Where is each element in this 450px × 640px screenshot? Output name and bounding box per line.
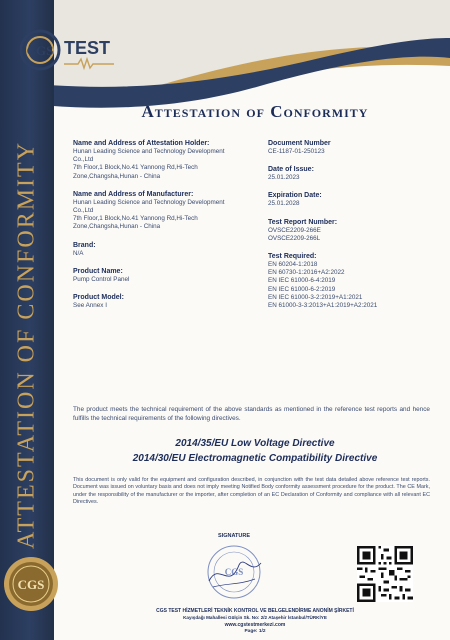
holder-line: 7th Floor,1 Block,No.41 Yannong Rd,Hi-Tech	[73, 164, 198, 172]
brand-value: N/A	[73, 249, 84, 257]
qr-code	[357, 546, 413, 602]
manufacturer-line: Zone,Changsha,Hunan - China	[73, 223, 161, 231]
footer-page-number: Page: 1/2	[244, 629, 266, 634]
conformity-statement: The product meets the technical requirement of the above standards as mentioned in the reference test reports and hence fulfills the technical requirements of the following directives.	[73, 406, 430, 422]
left-column	[73, 139, 258, 310]
test-standard: EN IEC 61000-6-2:2019	[268, 285, 336, 293]
test-report-label: Test Report Number:	[268, 218, 338, 226]
test-standard: EN 60204-1:2018	[268, 261, 318, 269]
test-required-label: Test Required:	[268, 253, 317, 261]
expiration-date-label: Expiration Date:	[268, 192, 322, 200]
document-number-label: Document Number	[268, 140, 331, 147]
logo-word: TEST	[64, 38, 111, 58]
manufacturer-label: Name and Address of Manufacturer:	[73, 190, 194, 198]
cgs-seal-badge	[3, 556, 59, 612]
test-report-number: OVSCE2209-266E	[268, 226, 321, 234]
signature-stamp	[199, 541, 269, 603]
manufacturer-line: 7th Floor,1 Block,No.41 Yannong Rd,Hi-Tech	[73, 215, 198, 223]
left-sidebar	[0, 0, 54, 640]
holder-line: Co.,Ltd	[73, 156, 94, 164]
logo-letters: CGS	[26, 43, 54, 58]
brand-label: Brand:	[73, 241, 96, 249]
footer-address: Kayışdağı Mahallesi Gülçin Sk. No: 2/2 Ataşehir İstanbul/TÜRKİYE	[183, 615, 327, 620]
vertical-title: ATTESTATION OF CONFORMITY	[13, 140, 40, 550]
test-standard: EN 61000-3-3:2013+A1:2019+A2:2021	[268, 302, 378, 310]
test-standard: EN IEC 61000-6-4:2019	[268, 277, 336, 285]
directive-emc: 2014/30/EU Electromagnetic Compatibility Directive	[132, 453, 378, 464]
test-report-number: OVSCE2209-266L	[268, 234, 321, 242]
directive-lvd: 2014/35/EU Low Voltage Directive	[175, 438, 335, 449]
issue-date-label: Date of Issue:	[268, 166, 314, 174]
holder-line: Hunan Leading Science and Technology Development	[73, 148, 225, 155]
svg-text:CGS: CGS	[224, 567, 244, 577]
expiration-date-value: 25.01.2028	[268, 200, 300, 208]
cgs-test-logo	[18, 26, 128, 76]
issue-date-value: 25.01.2023	[268, 174, 300, 182]
model-value: See Annex I	[73, 302, 107, 310]
product-label: Product Name:	[73, 267, 123, 275]
svg-text:CGS: CGS	[17, 577, 45, 592]
footer-website: www.cgstestmerkezi.com	[224, 622, 286, 628]
right-column	[268, 139, 438, 310]
test-standard: EN IEC 61000-3-2:2019+A1:2021	[268, 293, 363, 301]
document-title: Attestation of Conformity	[141, 102, 369, 121]
manufacturer-line: Co.,Ltd	[73, 207, 94, 215]
signature-label: SIGNATURE	[218, 533, 250, 539]
document-number-value: CE-1187-01-250123	[268, 148, 325, 155]
manufacturer-line: Hunan Leading Science and Technology Development	[73, 198, 225, 206]
product-value: Pump Control Panel	[73, 275, 130, 283]
holder-line: Zone,Changsha,Hunan - China	[73, 172, 161, 180]
model-label: Product Model:	[73, 294, 124, 302]
disclaimer-text: This document is only valid for the equipment and configuration described, in conjunction with the test data detailed above reference test reports. Document was issued on voluntary basis and does not imply meeting Notified Body conformity assessment procedure for the product. The CE Mark, under the responsibility of the manufacturer or the importer, after completion of an EC Declaration of Conformity and compliance with all relevant EC Directives.	[73, 477, 430, 506]
test-standard: EN 60730-1:2016+A2:2022	[268, 269, 345, 277]
footer-company: CGS TEST HİZMETLERİ TEKNİK KONTROL VE BELGELENDİRME ANONİM ŞİRKETİ	[156, 608, 354, 614]
holder-label: Name and Address of Attestation Holder:	[73, 140, 210, 147]
